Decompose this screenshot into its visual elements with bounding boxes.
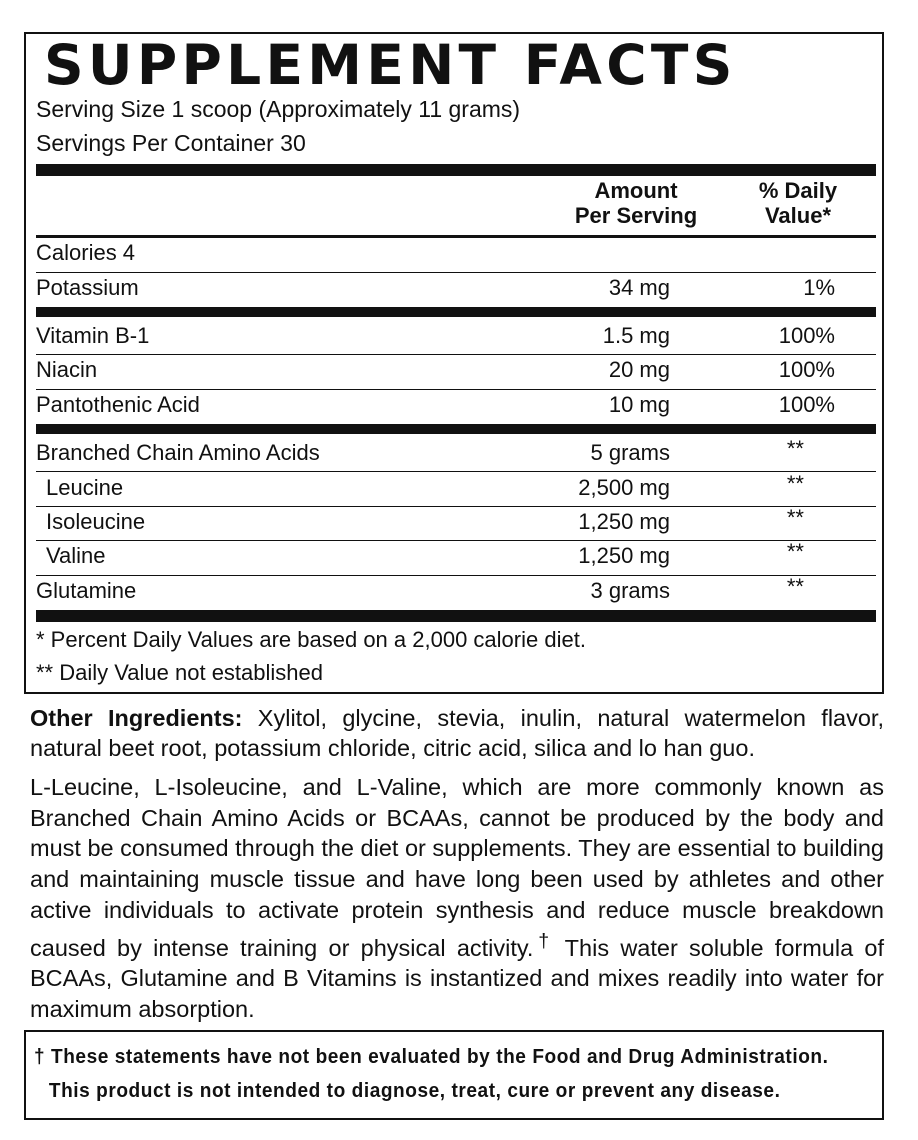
amount-header: [546, 178, 726, 228]
divider-thick: [36, 164, 876, 176]
nutrient-label: Isoleucine: [46, 509, 146, 534]
nutrient-daily-value: 100%: [778, 357, 835, 382]
serving-size: Serving Size 1 scoop (Approximately 11 grams): [36, 96, 521, 122]
nutrient-label: Branched Chain Amino Acids: [36, 440, 320, 465]
disclaimer-line-2: This product is not intended to diagnose, treat, cure or prevent any disease.: [48, 1079, 781, 1102]
nutrient-amount: 1,250 mg: [578, 543, 670, 568]
supplement-facts-panel: [24, 32, 884, 694]
row-rule: [36, 272, 876, 273]
nutrient-label: Niacin: [36, 357, 98, 382]
nutrient-daily-value: **: [786, 505, 804, 530]
row-rule: [36, 389, 876, 390]
row-rule: [36, 575, 876, 576]
calories-row: Calories 4: [36, 240, 136, 265]
dv-header-line2: Value*: [764, 203, 832, 228]
row-rule: [36, 354, 876, 355]
other-ingredients-label: Other Ingredients:: [30, 705, 243, 731]
nutrient-amount: 2,500 mg: [578, 475, 670, 500]
nutrient-daily-value: 100%: [778, 323, 835, 348]
other-ingredients-text: Xylitol, glycine, stevia, inulin, natural watermelon flavor, natural beet root, potassium chloride, citric acid, silica and lo han guo.: [30, 705, 884, 761]
nutrient-label: Vitamin B-1: [36, 323, 150, 348]
nutrient-amount: 34 mg: [608, 275, 670, 300]
divider-header: [36, 235, 876, 238]
description-text: L-Leucine, L-Isoleucine, and L-Valine, which are more commonly known as Branched Chain Amino Acids or BCAAs, cannot be produced by the body and must be consumed through the diet or supplements. They are essential to building and maintaining muscle tissue and have long been used by athletes and other active individuals to activate protein synthesis and reduce muscle breakdown caused by intense training or physical activity.: [30, 774, 884, 961]
product-description: [30, 772, 884, 1024]
amount-header-line1: Amount: [594, 178, 678, 203]
nutrient-label: Potassium: [36, 275, 139, 300]
nutrient-daily-value: 100%: [778, 392, 835, 417]
daily-value-header: [738, 178, 858, 228]
nutrient-daily-value: **: [786, 539, 804, 564]
row-rule: [36, 471, 876, 472]
dv-header-line1: % Daily: [758, 178, 838, 203]
nutrient-amount: 5 grams: [590, 440, 670, 465]
nutrient-amount: 3 grams: [590, 578, 670, 603]
nutrient-amount: 20 mg: [608, 357, 670, 382]
other-ingredients: [30, 703, 884, 763]
fda-disclaimer-box: [24, 1030, 884, 1120]
footnote-daily-values: * Percent Daily Values are based on a 2,000 calorie diet.: [36, 627, 586, 652]
divider-section: [36, 307, 876, 317]
nutrient-label: Valine: [46, 543, 106, 568]
nutrient-daily-value: **: [786, 574, 804, 599]
dagger-mark: †: [533, 929, 554, 952]
nutrient-label: Glutamine: [36, 578, 137, 603]
nutrient-amount: 10 mg: [608, 392, 670, 417]
nutrient-daily-value: **: [786, 436, 804, 461]
fda-disclaimer: [34, 1040, 828, 1108]
row-rule: [36, 540, 876, 541]
panel-title: SUPPLEMENT FACTS: [44, 33, 737, 97]
disclaimer-line-1: † These statements have not been evaluated by the Food and Drug Administration.: [34, 1045, 829, 1068]
description-text-continued: This water soluble formula of BCAAs, Glutamine and B Vitamins is instantized and mixes readily into water for maximum absorption.: [30, 934, 885, 1022]
nutrient-label: Leucine: [46, 475, 124, 500]
nutrient-daily-value: 1%: [803, 275, 835, 300]
nutrient-amount: 1.5 mg: [602, 323, 670, 348]
row-rule: [36, 506, 876, 507]
amount-header-line2: Per Serving: [574, 203, 698, 228]
nutrient-amount: 1,250 mg: [578, 509, 670, 534]
nutrient-daily-value: **: [786, 471, 804, 496]
nutrient-label: Pantothenic Acid: [36, 392, 200, 417]
divider-thick: [36, 610, 876, 622]
servings-per-container: Servings Per Container 30: [36, 130, 306, 156]
divider-section: [36, 424, 876, 434]
footnote-not-established: ** Daily Value not established: [36, 660, 323, 685]
